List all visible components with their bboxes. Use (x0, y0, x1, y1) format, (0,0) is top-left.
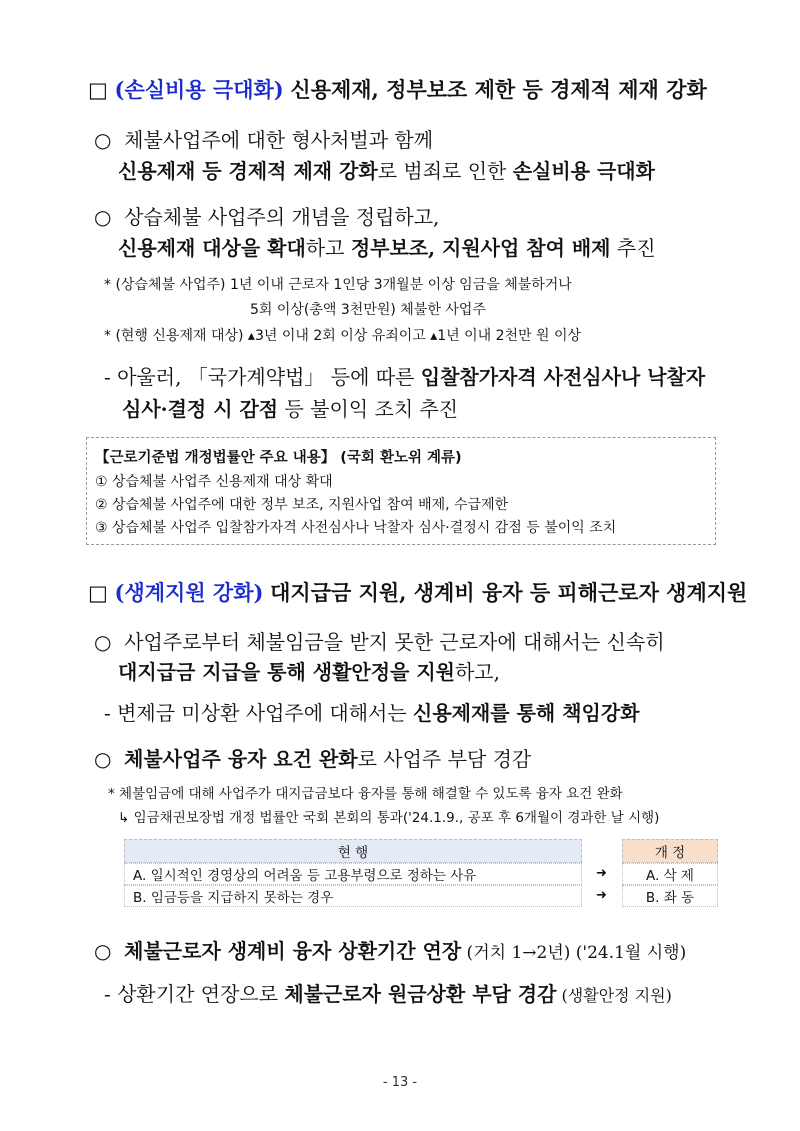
dash-item-line-1 (104, 361, 705, 390)
text: 등 불이익 조치 추진 (278, 397, 459, 421)
bullet-1-line-1 (94, 124, 433, 153)
section-title-1: (손실비용 극대화) (114, 77, 284, 102)
section-heading-1 (88, 74, 707, 104)
bold-text: 심사·결정 시 감점 (122, 397, 279, 421)
table-header-revised: 개 정 (622, 839, 718, 863)
text: - 아울러, 「국가계약법」 등에 따른 (104, 365, 421, 389)
square-bullet: □ (88, 78, 108, 102)
square-bullet: □ (88, 581, 108, 605)
bold-text: 손실비용 극대화 (512, 159, 655, 183)
note-current-credit-sanction: * (현행 신용제재 대상) ▴3년 이내 2회 이상 유죄이고 ▴1년 이내 2천만 원 이상 (104, 328, 582, 344)
text: 로 범죄로 인한 (377, 159, 513, 183)
arrow-right-icon: ➜ (596, 866, 607, 881)
circle-bullet: ○ (94, 747, 112, 771)
table-row-1-current: A. 일시적인 경영상의 어려움 등 고용부령으로 정하는 사유 (124, 863, 582, 885)
bold-text: 체불근로자 원금상환 부담 경감 (284, 982, 557, 1006)
bold-text: 체불사업주 융자 요건 완화 (124, 747, 358, 771)
text: 하고, (454, 660, 500, 684)
circle-bullet: ○ (94, 630, 112, 654)
table-row-2-revised: B. 좌 동 (622, 885, 718, 907)
bold-text: 신용제재를 통해 책임강화 (413, 701, 640, 725)
note-habitual-definition-2: 5회 이상(총액 3천만원) 체불한 사업주 (250, 302, 486, 318)
s2-note-loan-requirement: * 체불임금에 대해 사업주가 대지급금보다 융자를 통해 해결할 수 있도록 융자 요건 완화 (108, 786, 623, 802)
bold-text: 신용제재 대상을 확대 (118, 236, 306, 260)
s2-dash-2 (104, 978, 672, 1007)
bullet-2-line-1 (94, 201, 439, 230)
bullet-text: 체불사업주에 대한 형사처벌과 함께 (124, 128, 434, 152)
arrow-right-icon: ➜ (596, 888, 607, 903)
text: - 상환기간 연장으로 (104, 982, 285, 1006)
text: - 변제금 미상환 사업주에 대해서는 (104, 701, 414, 725)
s2-bullet-1-line-2 (118, 656, 500, 685)
text: (생활안정 지원) (556, 986, 672, 1005)
text: 하고 (305, 236, 351, 260)
note-habitual-definition-1: * (상습체불 사업주) 1년 이내 근로자 1인당 3개월분 이상 임금을 체불하거나 (104, 277, 572, 293)
bold-text: 대지급금 지급을 통해 생활안정을 지원 (118, 660, 455, 684)
box-title: 【근로기준법 개정법률안 주요 내용】 (국회 환노위 계류) (95, 450, 462, 466)
dash-item-line-2 (122, 393, 458, 422)
bold-text: 입찰참가자격 사전심사나 낙찰자 (420, 365, 706, 389)
bullet-text: 사업주로부터 체불임금을 받지 못한 근로자에 대해서는 신속히 (124, 630, 665, 654)
section-summary-1: 신용제재, 정부보조 제한 등 경제적 제재 강화 (290, 77, 707, 102)
box-item-2: ② 상습체불 사업주에 대한 정부 보조, 지원사업 참여 배제, 수급제한 (95, 497, 509, 513)
s2-note-law-passed: ↳ 임금채권보장법 개정 법률안 국회 본회의 통과('24.1.9., 공포 후 6개월이 경과한 날 시행) (118, 810, 660, 826)
s2-bullet-1-line-1 (94, 626, 665, 655)
bold-text: 정부보조, 지원사업 참여 배제 (350, 236, 611, 260)
text: 로 사업주 부담 경감 (357, 747, 532, 771)
s2-dash-1 (104, 697, 639, 726)
text: (거치 1→2년) (461, 943, 571, 963)
bullet-2-line-2 (118, 232, 656, 261)
table-row-2-current: B. 임금등을 지급하지 못하는 경우 (124, 885, 582, 907)
amendment-summary-box (86, 437, 716, 545)
circle-bullet: ○ (94, 128, 112, 152)
bullet-1-line-2 (118, 155, 655, 184)
page-number: - 13 - (382, 1075, 418, 1090)
bold-text: 체불근로자 생계비 융자 상환기간 연장 (124, 939, 462, 963)
section-heading-2 (88, 577, 747, 607)
box-item-3: ③ 상습체불 사업주 입찰참가자격 사전심사나 낙찰자 심사·결정시 감점 등 불이익 조치 (95, 520, 617, 536)
s2-bullet-3 (94, 935, 686, 964)
box-item-1: ① 상습체불 사업주 신용제재 대상 확대 (95, 474, 333, 490)
bold-text: 신용제재 등 경제적 제재 강화 (118, 159, 378, 183)
section-summary-2: 대지급금 지원, 생계비 융자 등 피해근로자 생계지원 (270, 580, 748, 605)
table-header-current: 현 행 (124, 839, 582, 863)
section-title-2: (생계지원 강화) (114, 580, 264, 605)
bullet-text: 상습체불 사업주의 개념을 정립하고, (124, 205, 440, 229)
circle-bullet: ○ (94, 205, 112, 229)
s2-bullet-2 (94, 743, 531, 772)
text: ('24.1월 시행) (570, 943, 687, 963)
circle-bullet: ○ (94, 939, 112, 963)
text: 추진 (610, 236, 656, 260)
table-row-1-revised: A. 삭 제 (622, 863, 718, 885)
